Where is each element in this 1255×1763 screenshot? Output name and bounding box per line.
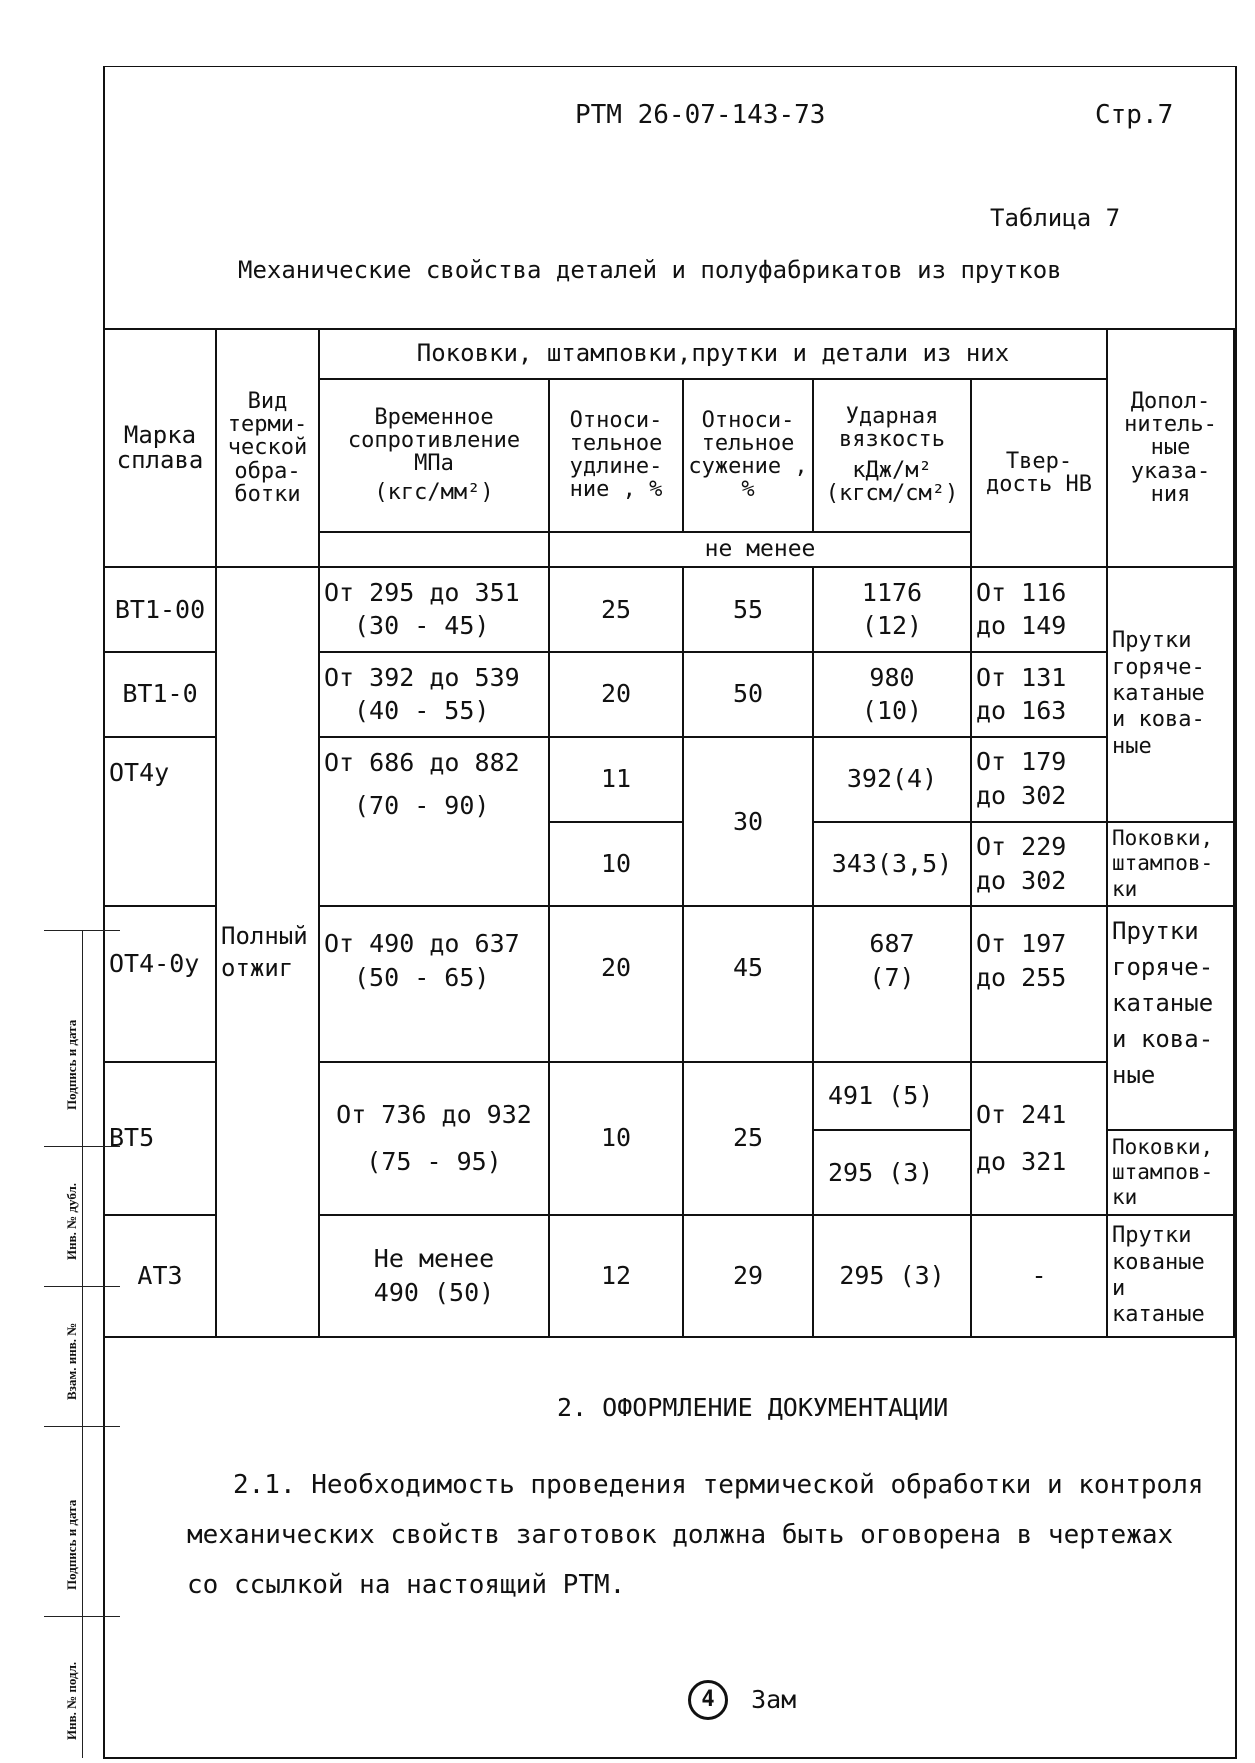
strength-kgf: (70 - 90) xyxy=(354,791,490,821)
hardness-to: до 255 xyxy=(976,963,1067,993)
row-reduction: 55 xyxy=(683,567,813,652)
hardness-from: От 241 xyxy=(976,1099,1067,1129)
impact-kgf: (12) xyxy=(861,611,923,641)
row-strength xyxy=(319,567,549,652)
row-elongation: 11 xyxy=(549,737,683,822)
hardness-from: От 197 xyxy=(976,929,1067,959)
note-cell: Поковки, штампов-ки xyxy=(1107,1130,1234,1215)
row-reduction: 25 xyxy=(683,1062,813,1215)
impact-kgf: (10) xyxy=(861,696,923,726)
header-notes: Допол-нитель-ные указа-ния xyxy=(1107,329,1234,567)
mechanical-properties-table xyxy=(103,328,1235,1338)
header-elongation: Относи-тельное удлине-ние , % xyxy=(549,379,683,532)
stamp-column-line xyxy=(82,930,83,1758)
row-strength xyxy=(319,737,549,907)
page-number: Стр.7 xyxy=(1095,100,1174,130)
stamp-label: Подпись и дата xyxy=(64,1019,79,1110)
row-hardness: - xyxy=(971,1215,1107,1337)
note-cell: Прутки горяче-катаные и кова-ные xyxy=(1107,567,1234,822)
row-elongation: 20 xyxy=(549,906,683,1061)
hardness-to: до 149 xyxy=(976,611,1067,641)
row-impact: 295 (3) xyxy=(813,1215,971,1337)
hardness-to: до 302 xyxy=(976,781,1067,811)
change-label: Зам xyxy=(751,1684,797,1714)
strength-range: От 392 до 539 xyxy=(324,662,520,692)
header-strength-unit: (кгс/мм²) xyxy=(374,480,494,506)
strength-kgf: (75 - 95) xyxy=(366,1147,502,1177)
header-impact-unit: кДж/м² (кгсм/см²) xyxy=(825,458,959,507)
hardness-from: От 116 xyxy=(976,577,1067,607)
hardness-from: От 229 xyxy=(976,832,1067,862)
strength-range: Не менее xyxy=(373,1244,495,1274)
row-elongation: 10 xyxy=(549,1062,683,1215)
row-hardness xyxy=(971,567,1107,652)
margin-stamp xyxy=(44,930,120,1758)
document-code: РТМ 26-07-143-73 xyxy=(575,100,826,130)
row-reduction: 29 xyxy=(683,1215,813,1337)
strength-range: От 736 до 932 xyxy=(336,1099,532,1129)
row-impact: 491 (5) xyxy=(813,1062,971,1130)
row-strength xyxy=(319,1062,549,1215)
row-grade: ВТ1-0 xyxy=(104,652,216,737)
row-reduction: 45 xyxy=(683,906,813,1061)
row-hardness xyxy=(971,906,1107,1061)
paragraph-line-3: со ссылкой на настоящий РТМ. xyxy=(187,1570,626,1600)
hardness-to: до 302 xyxy=(976,866,1067,895)
note-cell: Поковки, штампов-ки xyxy=(1107,822,1234,907)
row-strength xyxy=(319,1215,549,1337)
row-strength xyxy=(319,652,549,737)
header-strength xyxy=(319,379,549,532)
row-elongation: 25 xyxy=(549,567,683,652)
row-elongation: 20 xyxy=(549,652,683,737)
note-cell: Прутки кованые и катаные xyxy=(1107,1215,1234,1337)
stamp-label: Взам. инв. № xyxy=(64,1322,79,1400)
header-grade: Марка сплава xyxy=(104,329,216,567)
impact-value: 687 xyxy=(869,929,915,959)
header-spacer xyxy=(319,532,549,567)
row-impact xyxy=(813,567,971,652)
row-hardness xyxy=(971,737,1107,822)
header-strength-label: Временное сопротивление МПа xyxy=(347,405,521,477)
change-mark xyxy=(688,1680,796,1720)
row-impact: 392(4) xyxy=(813,737,971,822)
row-elongation: 10 xyxy=(549,822,683,907)
paragraph-line-1: 2.1. Необходимость проведения термической обработки и контроля xyxy=(233,1470,1204,1500)
impact-value: 1176 xyxy=(861,577,923,607)
row-strength xyxy=(319,906,549,1061)
strength-kgf: (40 - 55) xyxy=(354,696,490,726)
strength-range: От 490 до 637 xyxy=(324,929,520,959)
header-reduction: Относи-тельное сужение , % xyxy=(683,379,813,532)
row-hardness xyxy=(971,822,1107,907)
paragraph-line-2: механических свойств заготовок должна быть оговорена в чертежах xyxy=(187,1520,1174,1550)
treatment-cell: Полный отжиг xyxy=(216,567,319,1337)
stamp-label: Подпись и дата xyxy=(64,1499,79,1590)
header-hardness: Твер-дость НВ xyxy=(971,379,1107,567)
section-title: 2. ОФОРМЛЕНИЕ ДОКУМЕНТАЦИИ xyxy=(557,1393,949,1422)
row-grade: ВТ5 xyxy=(104,1062,216,1215)
strength-kgf: (30 - 45) xyxy=(354,611,490,641)
strength-range: От 686 до 882 xyxy=(324,747,520,777)
change-number-circle: 4 xyxy=(688,1680,728,1720)
row-hardness xyxy=(971,652,1107,737)
strength-kgf: 490 (50) xyxy=(373,1277,495,1307)
header-impact xyxy=(813,379,971,532)
row-impact: 343(3,5) xyxy=(813,822,971,907)
row-reduction: 50 xyxy=(683,652,813,737)
table-title: Механические свойства деталей и полуфабрикатов из прутков xyxy=(238,256,1062,284)
row-grade: ОТ4-0у xyxy=(104,906,216,1061)
row-hardness xyxy=(971,1062,1107,1215)
hardness-from: От 131 xyxy=(976,662,1067,692)
row-elongation: 12 xyxy=(549,1215,683,1337)
row-grade: ВТ1-00 xyxy=(104,567,216,652)
table-number: Таблица 7 xyxy=(990,204,1121,232)
strength-kgf: (50 - 65) xyxy=(354,963,490,993)
note-cell: Прутки горяче-катаные и кова-ные xyxy=(1107,906,1234,1130)
header-group: Поковки, штамповки,прутки и детали из них xyxy=(319,329,1107,379)
header-min-label: не менее xyxy=(549,532,971,567)
impact-value: 980 xyxy=(869,662,915,692)
hardness-to: до 321 xyxy=(976,1147,1067,1177)
row-impact xyxy=(813,906,971,1061)
row-impact: 295 (3) xyxy=(813,1130,971,1215)
hardness-to: до 163 xyxy=(976,696,1067,726)
hardness-from: От 179 xyxy=(976,747,1067,777)
stamp-label: Инв. № дубл. xyxy=(64,1182,79,1260)
header-impact-label: Ударная вязкость xyxy=(839,404,945,453)
strength-range: От 295 до 351 xyxy=(324,577,520,607)
row-grade: ОТ4у xyxy=(104,737,216,907)
header-treatment: Вид терми-ческой обра-ботки xyxy=(216,329,319,567)
row-grade: АТ3 xyxy=(104,1215,216,1337)
row-reduction: 30 xyxy=(683,737,813,907)
row-impact xyxy=(813,652,971,737)
impact-kgf: (7) xyxy=(869,963,915,993)
stamp-label: Инв. № подл. xyxy=(64,1661,79,1740)
